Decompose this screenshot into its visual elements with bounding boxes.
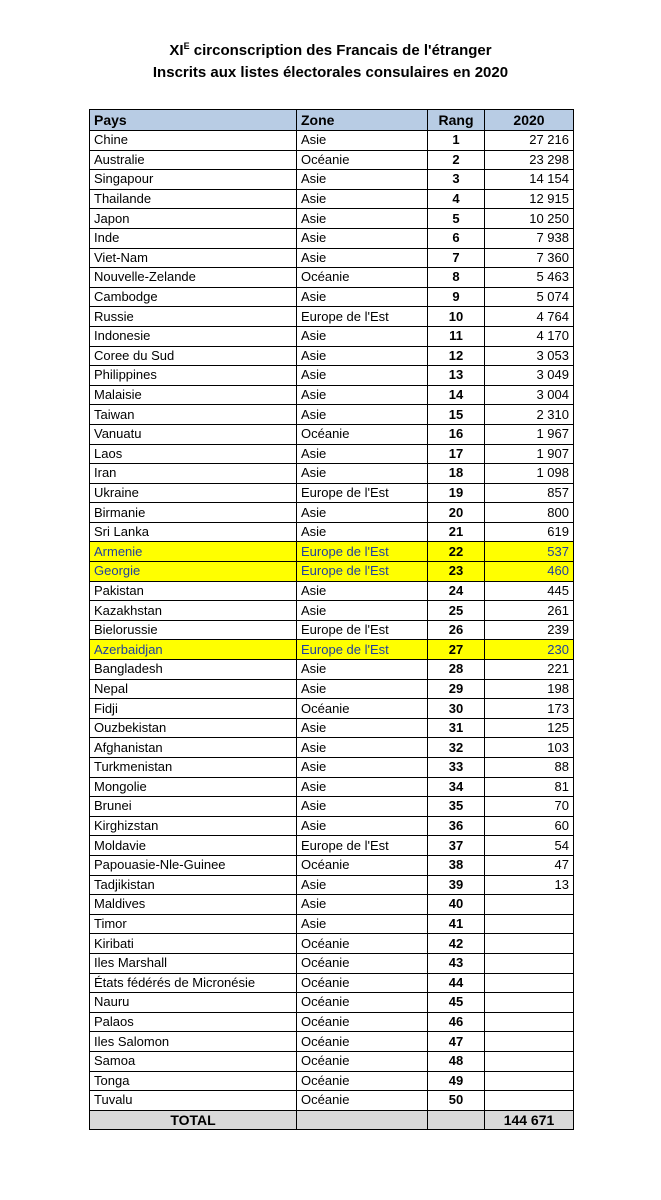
value-2020-cell: 5 074: [485, 287, 574, 307]
table-row: [90, 758, 574, 778]
zone-cell: Asie: [297, 189, 428, 209]
table-row: [90, 405, 574, 425]
country-cell: Chine: [90, 131, 297, 151]
title-prefix: XI: [169, 42, 184, 59]
table-row: [90, 934, 574, 954]
column-header-2020: 2020: [485, 110, 574, 131]
value-2020-cell: [485, 1051, 574, 1071]
country-cell: Mongolie: [90, 777, 297, 797]
value-2020-cell: 857: [485, 483, 574, 503]
table-row: [90, 1051, 574, 1071]
zone-cell: Asie: [297, 914, 428, 934]
zone-cell: Asie: [297, 601, 428, 621]
table-row: [90, 131, 574, 151]
rank-cell: 10: [428, 307, 485, 327]
country-cell: Malaisie: [90, 385, 297, 405]
country-cell: Ouzbekistan: [90, 718, 297, 738]
title-rest: circonscription des Francais de l'étranger: [189, 42, 492, 59]
table-row: [90, 738, 574, 758]
value-2020-cell: [485, 973, 574, 993]
country-cell: Tonga: [90, 1071, 297, 1091]
value-2020-cell: [485, 914, 574, 934]
zone-cell: Asie: [297, 131, 428, 151]
value-2020-cell: [485, 1032, 574, 1052]
zone-cell: Asie: [297, 503, 428, 523]
country-cell: Kazakhstan: [90, 601, 297, 621]
zone-cell: Océanie: [297, 699, 428, 719]
rank-cell: 9: [428, 287, 485, 307]
country-cell: Indonesie: [90, 326, 297, 346]
zone-cell: Océanie: [297, 1051, 428, 1071]
zone-cell: Océanie: [297, 1091, 428, 1111]
country-cell: Vanuatu: [90, 424, 297, 444]
rank-cell: 3: [428, 170, 485, 190]
zone-cell: Asie: [297, 405, 428, 425]
rank-cell: 2: [428, 150, 485, 170]
value-2020-cell: 14 154: [485, 170, 574, 190]
value-2020-cell: 5 463: [485, 268, 574, 288]
value-2020-cell: 3 049: [485, 366, 574, 386]
zone-cell: Océanie: [297, 993, 428, 1013]
country-cell: Iran: [90, 464, 297, 484]
country-cell: Japon: [90, 209, 297, 229]
table-row: [90, 973, 574, 993]
value-2020-cell: 103: [485, 738, 574, 758]
zone-cell: Asie: [297, 738, 428, 758]
rank-cell: 23: [428, 562, 485, 582]
value-2020-cell: 23 298: [485, 150, 574, 170]
rank-cell: 35: [428, 797, 485, 817]
table-row: [90, 601, 574, 621]
table-row: [90, 444, 574, 464]
table-row: [90, 542, 574, 562]
table-row: [90, 150, 574, 170]
zone-cell: Europe de l'Est: [297, 640, 428, 660]
table-row: [90, 1071, 574, 1091]
table-row: [90, 464, 574, 484]
value-2020-cell: 4 764: [485, 307, 574, 327]
value-2020-cell: [485, 993, 574, 1013]
rank-cell: 46: [428, 1012, 485, 1032]
table-row: [90, 718, 574, 738]
zone-cell: Océanie: [297, 973, 428, 993]
table-row: [90, 993, 574, 1013]
zone-cell: Asie: [297, 346, 428, 366]
rank-cell: 31: [428, 718, 485, 738]
total-label: TOTAL: [90, 1110, 297, 1130]
country-cell: Viet-Nam: [90, 248, 297, 268]
rank-cell: 15: [428, 405, 485, 425]
table-row: [90, 914, 574, 934]
country-cell: Thailande: [90, 189, 297, 209]
total-empty-rang: [428, 1110, 485, 1130]
rank-cell: 11: [428, 326, 485, 346]
zone-cell: Europe de l'Est: [297, 562, 428, 582]
table-row: [90, 1012, 574, 1032]
value-2020-cell: [485, 1071, 574, 1091]
rank-cell: 29: [428, 679, 485, 699]
value-2020-cell: 60: [485, 816, 574, 836]
zone-cell: Europe de l'Est: [297, 542, 428, 562]
value-2020-cell: [485, 895, 574, 915]
country-cell: Birmanie: [90, 503, 297, 523]
value-2020-cell: 70: [485, 797, 574, 817]
country-cell: Nepal: [90, 679, 297, 699]
rank-cell: 48: [428, 1051, 485, 1071]
value-2020-cell: 12 915: [485, 189, 574, 209]
zone-cell: Asie: [297, 287, 428, 307]
country-cell: Ukraine: [90, 483, 297, 503]
zone-cell: Asie: [297, 660, 428, 680]
rank-cell: 19: [428, 483, 485, 503]
value-2020-cell: 1 098: [485, 464, 574, 484]
rank-cell: 20: [428, 503, 485, 523]
table-row: [90, 777, 574, 797]
table-body: [90, 131, 574, 1111]
table-row: [90, 248, 574, 268]
total-empty-zone: [297, 1110, 428, 1130]
zone-cell: Asie: [297, 228, 428, 248]
zone-cell: Europe de l'Est: [297, 620, 428, 640]
table-row: [90, 620, 574, 640]
table-row: [90, 268, 574, 288]
table-row: [90, 209, 574, 229]
zone-cell: Asie: [297, 326, 428, 346]
table-row: [90, 1032, 574, 1052]
value-2020-cell: 54: [485, 836, 574, 856]
value-2020-cell: 460: [485, 562, 574, 582]
country-cell: Sri Lanka: [90, 522, 297, 542]
zone-cell: Asie: [297, 758, 428, 778]
value-2020-cell: 2 310: [485, 405, 574, 425]
zone-cell: Océanie: [297, 855, 428, 875]
table-row: [90, 522, 574, 542]
rank-cell: 45: [428, 993, 485, 1013]
country-cell: Palaos: [90, 1012, 297, 1032]
document-subtitle: Inscrits aux listes électorales consulaires en 2020: [152, 64, 509, 81]
zone-cell: Asie: [297, 248, 428, 268]
rank-cell: 33: [428, 758, 485, 778]
rank-cell: 34: [428, 777, 485, 797]
country-cell: Philippines: [90, 366, 297, 386]
zone-cell: Europe de l'Est: [297, 483, 428, 503]
table-row: [90, 346, 574, 366]
value-2020-cell: 47: [485, 855, 574, 875]
rank-cell: 43: [428, 953, 485, 973]
zone-cell: Asie: [297, 718, 428, 738]
country-cell: Turkmenistan: [90, 758, 297, 778]
zone-cell: Asie: [297, 464, 428, 484]
country-cell: Kiribati: [90, 934, 297, 954]
rank-cell: 5: [428, 209, 485, 229]
country-cell: Inde: [90, 228, 297, 248]
table-row: [90, 189, 574, 209]
total-row: [90, 1110, 574, 1130]
rank-cell: 17: [428, 444, 485, 464]
zone-cell: Asie: [297, 522, 428, 542]
rank-cell: 44: [428, 973, 485, 993]
value-2020-cell: 81: [485, 777, 574, 797]
zone-cell: Asie: [297, 797, 428, 817]
rank-cell: 42: [428, 934, 485, 954]
rank-cell: 49: [428, 1071, 485, 1091]
rank-cell: 12: [428, 346, 485, 366]
rank-cell: 28: [428, 660, 485, 680]
country-cell: Iles Marshall: [90, 953, 297, 973]
column-header-pays: Pays: [90, 110, 297, 131]
rank-cell: 32: [428, 738, 485, 758]
value-2020-cell: 239: [485, 620, 574, 640]
table-row: [90, 1091, 574, 1111]
value-2020-cell: 7 360: [485, 248, 574, 268]
rank-cell: 1: [428, 131, 485, 151]
rank-cell: 27: [428, 640, 485, 660]
country-cell: Fidji: [90, 699, 297, 719]
zone-cell: Asie: [297, 581, 428, 601]
country-cell: Timor: [90, 914, 297, 934]
zone-cell: Océanie: [297, 150, 428, 170]
country-cell: Nouvelle-Zelande: [90, 268, 297, 288]
value-2020-cell: 3 004: [485, 385, 574, 405]
country-cell: Papouasie-Nle-Guinee: [90, 855, 297, 875]
table-row: [90, 797, 574, 817]
value-2020-cell: [485, 1091, 574, 1111]
country-cell: Pakistan: [90, 581, 297, 601]
zone-cell: Océanie: [297, 953, 428, 973]
country-cell: Brunei: [90, 797, 297, 817]
table-row: [90, 875, 574, 895]
country-cell: Tadjikistan: [90, 875, 297, 895]
country-cell: Nauru: [90, 993, 297, 1013]
zone-cell: Europe de l'Est: [297, 836, 428, 856]
rank-cell: 47: [428, 1032, 485, 1052]
table-row: [90, 307, 574, 327]
zone-cell: Océanie: [297, 1032, 428, 1052]
table-row: [90, 581, 574, 601]
zone-cell: Océanie: [297, 1012, 428, 1032]
value-2020-cell: [485, 1012, 574, 1032]
value-2020-cell: 1 907: [485, 444, 574, 464]
zone-cell: Océanie: [297, 1071, 428, 1091]
zone-cell: Océanie: [297, 934, 428, 954]
rank-cell: 21: [428, 522, 485, 542]
value-2020-cell: 221: [485, 660, 574, 680]
country-cell: États fédérés de Micronésie: [90, 973, 297, 993]
value-2020-cell: 125: [485, 718, 574, 738]
rank-cell: 4: [428, 189, 485, 209]
value-2020-cell: [485, 953, 574, 973]
country-cell: Maldives: [90, 895, 297, 915]
value-2020-cell: 537: [485, 542, 574, 562]
value-2020-cell: [485, 934, 574, 954]
country-cell: Samoa: [90, 1051, 297, 1071]
rank-cell: 6: [428, 228, 485, 248]
table-row: [90, 562, 574, 582]
rank-cell: 22: [428, 542, 485, 562]
country-cell: Russie: [90, 307, 297, 327]
table-row: [90, 424, 574, 444]
column-header-zone: Zone: [297, 110, 428, 131]
value-2020-cell: 230: [485, 640, 574, 660]
zone-cell: Asie: [297, 444, 428, 464]
value-2020-cell: 619: [485, 522, 574, 542]
column-header-rang: Rang: [428, 110, 485, 131]
rank-cell: 38: [428, 855, 485, 875]
zone-cell: Asie: [297, 816, 428, 836]
country-cell: Afghanistan: [90, 738, 297, 758]
country-cell: Singapour: [90, 170, 297, 190]
value-2020-cell: 3 053: [485, 346, 574, 366]
results-table: [89, 109, 574, 1130]
rank-cell: 26: [428, 620, 485, 640]
table-row: [90, 385, 574, 405]
zone-cell: Asie: [297, 895, 428, 915]
table-row: [90, 366, 574, 386]
rank-cell: 8: [428, 268, 485, 288]
country-cell: Bielorussie: [90, 620, 297, 640]
rank-cell: 18: [428, 464, 485, 484]
zone-cell: Asie: [297, 777, 428, 797]
table-row: [90, 953, 574, 973]
value-2020-cell: 10 250: [485, 209, 574, 229]
value-2020-cell: 88: [485, 758, 574, 778]
table-row: [90, 483, 574, 503]
rank-cell: 24: [428, 581, 485, 601]
document-title-block: [0, 40, 661, 84]
rank-cell: 40: [428, 895, 485, 915]
table-row: [90, 326, 574, 346]
country-cell: Taiwan: [90, 405, 297, 425]
country-cell: Bangladesh: [90, 660, 297, 680]
value-2020-cell: 261: [485, 601, 574, 621]
table-row: [90, 679, 574, 699]
zone-cell: Océanie: [297, 424, 428, 444]
value-2020-cell: 7 938: [485, 228, 574, 248]
table-row: [90, 699, 574, 719]
country-cell: Azerbaidjan: [90, 640, 297, 660]
table-row: [90, 503, 574, 523]
country-cell: Cambodge: [90, 287, 297, 307]
rank-cell: 16: [428, 424, 485, 444]
zone-cell: Asie: [297, 679, 428, 699]
country-cell: Moldavie: [90, 836, 297, 856]
value-2020-cell: 27 216: [485, 131, 574, 151]
rank-cell: 13: [428, 366, 485, 386]
value-2020-cell: 1 967: [485, 424, 574, 444]
value-2020-cell: 13: [485, 875, 574, 895]
country-cell: Coree du Sud: [90, 346, 297, 366]
table-row: [90, 895, 574, 915]
table-row: [90, 640, 574, 660]
country-cell: Armenie: [90, 542, 297, 562]
zone-cell: Asie: [297, 209, 428, 229]
country-cell: Tuvalu: [90, 1091, 297, 1111]
zone-cell: Asie: [297, 170, 428, 190]
table-row: [90, 287, 574, 307]
rank-cell: 14: [428, 385, 485, 405]
zone-cell: Asie: [297, 366, 428, 386]
value-2020-cell: 800: [485, 503, 574, 523]
table-header-row: [90, 110, 574, 131]
value-2020-cell: 445: [485, 581, 574, 601]
table-row: [90, 170, 574, 190]
total-value: 144 671: [485, 1110, 574, 1130]
country-cell: Laos: [90, 444, 297, 464]
rank-cell: 41: [428, 914, 485, 934]
rank-cell: 7: [428, 248, 485, 268]
country-cell: Iles Salomon: [90, 1032, 297, 1052]
rank-cell: 36: [428, 816, 485, 836]
title-superscript: E: [183, 41, 190, 51]
table-row: [90, 660, 574, 680]
country-cell: Kirghizstan: [90, 816, 297, 836]
table-row: [90, 228, 574, 248]
country-cell: Georgie: [90, 562, 297, 582]
table-row: [90, 816, 574, 836]
value-2020-cell: 198: [485, 679, 574, 699]
rank-cell: 25: [428, 601, 485, 621]
zone-cell: Asie: [297, 385, 428, 405]
table-row: [90, 855, 574, 875]
value-2020-cell: 173: [485, 699, 574, 719]
rank-cell: 37: [428, 836, 485, 856]
rank-cell: 30: [428, 699, 485, 719]
table-row: [90, 836, 574, 856]
zone-cell: Asie: [297, 875, 428, 895]
rank-cell: 39: [428, 875, 485, 895]
country-cell: Australie: [90, 150, 297, 170]
zone-cell: Océanie: [297, 268, 428, 288]
document-title: [0, 40, 661, 62]
rank-cell: 50: [428, 1091, 485, 1111]
zone-cell: Europe de l'Est: [297, 307, 428, 327]
value-2020-cell: 4 170: [485, 326, 574, 346]
